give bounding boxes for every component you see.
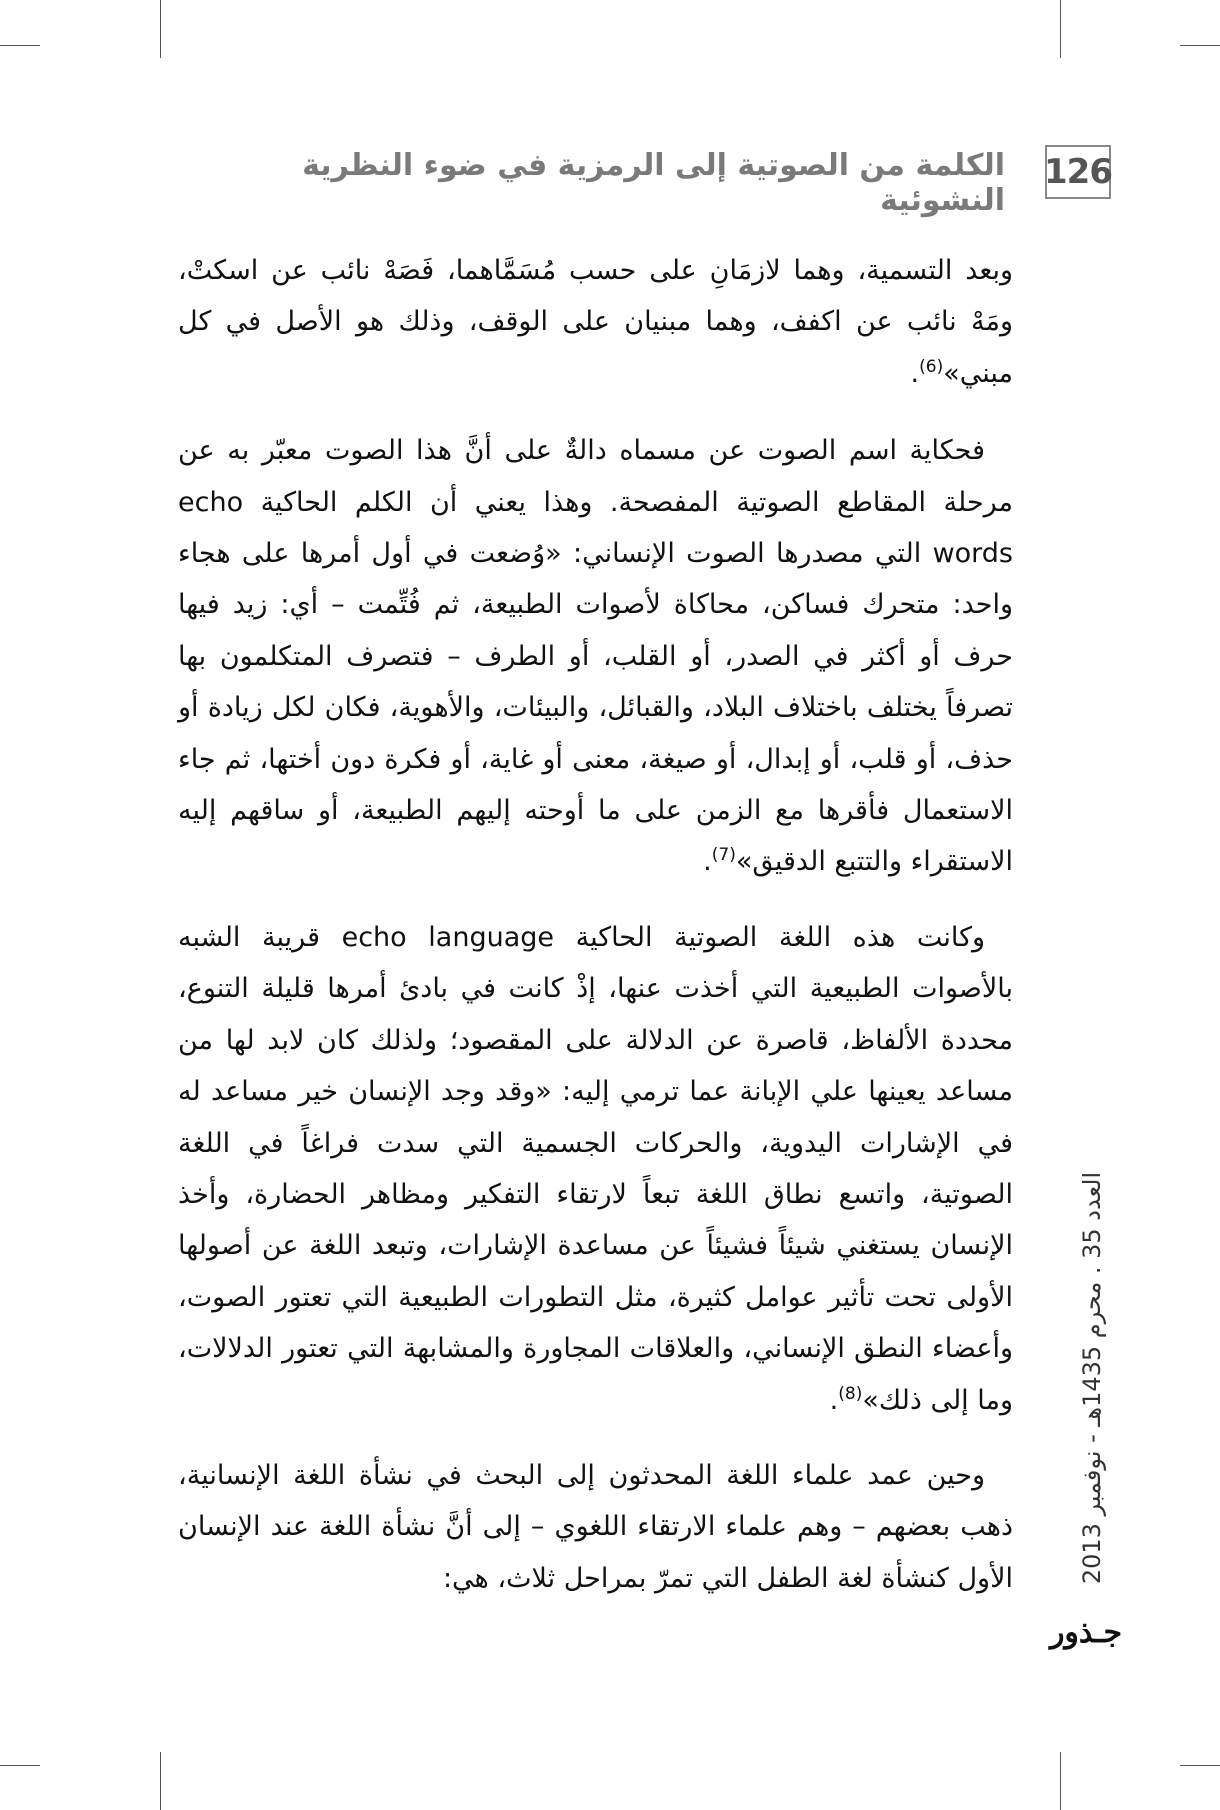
running-title: الكلمة من الصوتية إلى الرمزية في ضوء النظرية النشوئية — [302, 148, 1005, 218]
footnote-ref[interactable]: (8) — [838, 1383, 863, 1404]
crop-mark — [160, 1752, 161, 1810]
body-text — [178, 245, 1013, 1628]
paragraph: وبعد التسمية، وهما لازمَانِ على حسب مُسَمَّاهما، فَصَهْ نائب عن اسكتْ، ومَهْ نائب عن اكفف، وهما مبنيان على الوقف، وذلك هو الأصل في كل مبني»$^{(6)}$. — [178, 255, 1013, 389]
paragraph: فحكاية اسم الصوت عن مسماه دالةٌ على أنَّ هذا الصوت معبّر به عن مرحلة المقاطع الصوتية المفصحة. وهذا يعني أن الكلم الحاكية echo words التي مصدرها الصوت الإنساني: «وُضعت في أول أمرها على هجاء واحد: متحرك فساكن، محاكاة لأصوات الطبيعة، ثم فُتِّمت – أي: زيد فيها حرف أو أكثر في الصدر، أو القلب، أو الطرف – فتصرف المتكلمون بها تصرفاً يختلف باختلاف البلاد، والقبائل، والبيئات، والأهوية، فكان لكل زيادة أو حذف، أو قلب، أو إبدال، أو صيغة، معنى أو غاية، أو فكرة دون أختها، ثم جاء الاستعمال فأقرها مع الزمن على ما أوحته إليهم الطبيعة، أو ساقهم إليه الاستقراء والتتبع الدقيق»$^{(7)}$. — [178, 435, 1013, 878]
issue-footer-text: العدد 35 . محرم 1435هـ - نوفمبر 2013 — [1078, 1171, 1106, 1584]
crop-mark — [1060, 1752, 1061, 1810]
crop-mark — [0, 45, 40, 46]
paragraph: وكانت هذه اللغة الصوتية الحاكية echo language قريبة الشبه بالأصوات الطبيعية التي أخذت عنها، إذْ كانت في بادئ أمرها قليلة التنوع، محددة الألفاظ، قاصرة عن الدلالة على المقصود؛ ولذلك كان لابد لها من مساعد يعينها علي الإبانة عما ترمي إليه: «وقد وجد الإنسان خير مساعد له في الإشارات اليدوية، والحركات الجسمية التي سدت فراغاً في اللغة الصوتية، واتسع نطاق اللغة تبعاً لارتقاء التفكير ومظاهر الحضارة، وأخذ الإنسان يستغني شيئاً فشيئاً عن مساعدة الإشارات، وتبعد اللغة عن أصولها الأولى تحت تأثير عوامل كثيرة، مثل التطورات الطبيعية التي تعتور الصوت، وأعضاء النطق الإنساني، والعلاقات المجاورة والمشابهة التي تعتور الدلالات، وما إلى ذلك»$^{(8)}$. — [178, 921, 1013, 1416]
footnote-ref[interactable]: (6) — [919, 356, 944, 377]
issue-footer — [1068, 1150, 1116, 1605]
crop-mark — [1180, 45, 1220, 46]
crop-mark — [1180, 1765, 1220, 1766]
journal-logo: جـذور — [1049, 1615, 1122, 1650]
crop-mark — [0, 1765, 40, 1766]
paragraph: وحين عمد علماء اللغة المحدثون إلى البحث في نشأة اللغة الإنسانية، ذهب بعضهم – وهم علماء الارتقاء اللغوي – إلى أنَّ نشأة اللغة عند الإنسان الأول كنشأة لغة الطفل التي تمرّ بمراحل ثلاث، هي: — [178, 1459, 1013, 1594]
page-number: 126 — [1045, 145, 1111, 199]
crop-mark — [1060, 0, 1061, 58]
crop-mark — [160, 0, 161, 58]
footnote-ref[interactable]: (7) — [711, 845, 736, 866]
